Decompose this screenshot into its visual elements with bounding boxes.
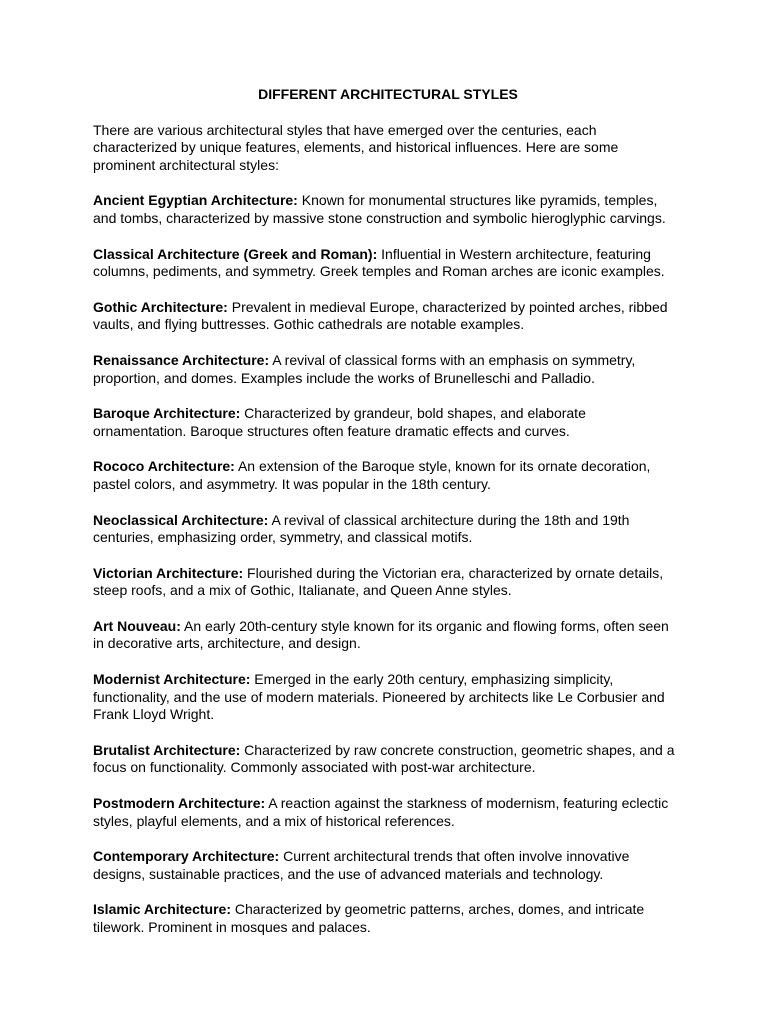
style-description: A reaction against the starkness of modernism, featuring eclectic styles, playful elements, and a mix of historical references.	[93, 795, 669, 829]
style-paragraph	[93, 742, 683, 777]
style-description: Characterized by raw concrete construction, geometric shapes, and a focus on functionality. Commonly associated with post-war architecture.	[93, 741, 675, 776]
style-name: Gothic Architecture:	[93, 298, 228, 315]
style-name: Modernist Architecture:	[93, 671, 251, 688]
style-name: Islamic Architecture:	[93, 901, 231, 918]
style-name: Baroque Architecture:	[93, 405, 241, 422]
style-paragraph	[93, 246, 683, 281]
style-paragraph	[93, 405, 683, 440]
style-description: Emerged in the early 20th century, emphasizing simplicity, functionality, and the use of modern materials. Pioneered by architects like Le Corbusier and Frank Lloyd Wright.	[93, 671, 665, 723]
style-description: Characterized by grandeur, bold shapes, and elaborate ornamentation. Baroque structures often feature dramatic effects and curves.	[93, 405, 586, 439]
document-body	[93, 86, 683, 955]
style-paragraph	[93, 512, 683, 547]
style-description: An extension of the Baroque style, known for its ornate decoration, pastel colors, and asymmetry. It was popular in the 18th century.	[93, 458, 651, 492]
style-name: Brutalist Architecture:	[93, 741, 241, 758]
style-description: Flourished during the Victorian era, characterized by ornate details, steep roofs, and a mix of Gothic, Italianate, and Queen Anne styles.	[93, 564, 664, 599]
style-description: Known for monumental structures like pyramids, temples, and tombs, characterized by massive stone construction and symbolic hieroglyphic carvings.	[93, 192, 666, 226]
style-name: Art Nouveau:	[93, 617, 181, 634]
style-description: A revival of classical architecture during the 18th and 19th centuries, emphasizing order, symmetry, and classical motifs.	[93, 511, 630, 546]
style-paragraph	[93, 848, 683, 883]
style-description: Current architectural trends that often involve innovative designs, sustainable practices, and the use of advanced materials and technology.	[93, 848, 630, 882]
intro-paragraph: There are various architectural styles that have emerged over the centuries, each characterized by unique features, elements, and historical influences. Here are some prominent architectural styles:	[93, 121, 619, 173]
style-paragraph	[93, 795, 683, 830]
style-description: Influential in Western architecture, featuring columns, pediments, and symmetry. Greek temples and Roman arches are iconic examples.	[93, 245, 665, 280]
style-paragraph	[93, 618, 683, 653]
style-description: Prevalent in medieval Europe, characterized by pointed arches, ribbed vaults, and flying buttresses. Gothic cathedrals are notable examples.	[93, 298, 668, 333]
style-name: Ancient Egyptian Architecture:	[93, 192, 298, 209]
style-paragraph	[93, 901, 683, 936]
style-paragraph	[93, 671, 683, 724]
style-name: Neoclassical Architecture:	[93, 511, 269, 528]
style-name: Rococo Architecture:	[93, 458, 235, 475]
style-name: Victorian Architecture:	[93, 564, 244, 581]
style-description: Characterized by geometric patterns, arches, domes, and intricate tilework. Prominent in mosques and palaces.	[93, 901, 645, 935]
document-title: DIFFERENT ARCHITECTURAL STYLES	[258, 86, 518, 102]
style-paragraph	[93, 565, 683, 600]
style-paragraph	[93, 192, 683, 227]
style-description: A revival of classical forms with an emphasis on symmetry, proportion, and domes. Examples include the works of Brunelleschi and Palladio.	[93, 351, 636, 386]
style-paragraph	[93, 352, 683, 387]
style-paragraph	[93, 458, 683, 493]
style-name: Renaissance Architecture:	[93, 351, 270, 368]
style-paragraph	[93, 299, 683, 334]
style-name: Contemporary Architecture:	[93, 848, 280, 865]
style-name: Classical Architecture (Greek and Roman):	[93, 245, 378, 262]
style-name: Postmodern Architecture:	[93, 795, 266, 812]
style-description: An early 20th-century style known for its organic and flowing forms, often seen in decorative arts, architecture, and design.	[93, 617, 669, 652]
